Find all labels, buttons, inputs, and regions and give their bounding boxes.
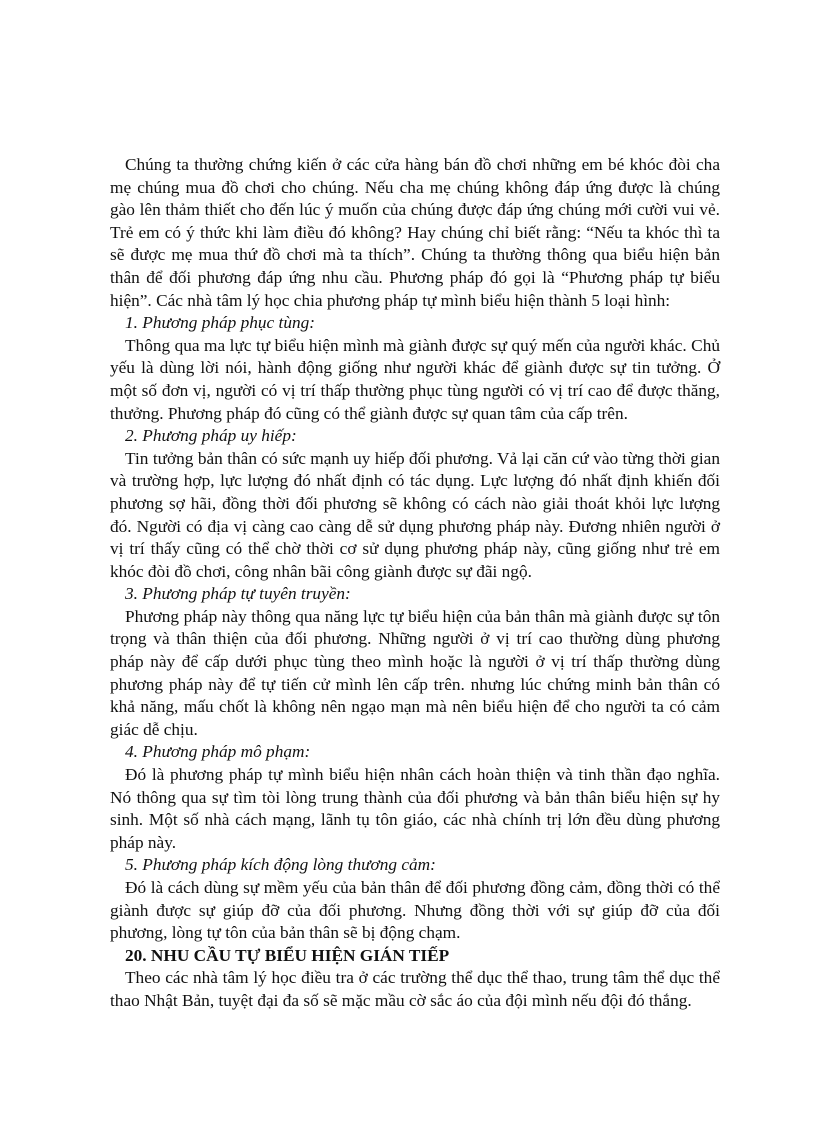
subheading-method-1: 1. Phương pháp phục tùng: <box>125 313 316 333</box>
subheading-method-5: 5. Phương pháp kích động lòng thương cảm: <box>125 855 436 875</box>
paragraph-method-4: Đó là phương pháp tự mình biểu hiện nhân cách hoàn thiện và tinh thần đạo nghĩa. Nó thông qua sự tìm tòi lòng trung thành của đối phương và bản thân biểu hiện sự hy sinh. Một số nhà cách mạng, lãnh tụ tôn giáo, các nhà chính trị lớn đều dùng phương pháp này. <box>110 765 720 852</box>
document-page <box>110 154 720 1013</box>
subheading-method-4: 4. Phương pháp mô phạm: <box>125 742 311 762</box>
paragraph-method-2: Tin tưởng bản thân có sức mạnh uy hiếp đối phương. Vả lại căn cứ vào từng thời gian và trường hợp, lực lượng đó nhất định có tác dụng. Lực lượng đó nhất định khiến đối phương sợ hãi, đồng thời đối phương sẽ không có cách nào giải thoát khỏi lực lượng đó. Người có địa vị càng cao càng dễ sử dụng phương pháp này. Đương nhiên người ở vị trí thấy cũng có thể chờ thời cơ sử dụng phương pháp này, cũng giống như trẻ em khóc đòi đồ chơi, công nhân bãi công giành được sự đãi ngộ. <box>110 448 720 581</box>
paragraph-section-20: Theo các nhà tâm lý học điều tra ở các trường thể dục thể thao, trung tâm thể dục thể thao Nhật Bản, tuyệt đại đa số sẽ mặc mầu cờ sắc áo của đội mình nếu đội đó thắng. <box>110 968 720 1010</box>
paragraph-method-3: Phương pháp này thông qua năng lực tự biểu hiện của bản thân mà giành được sự tôn trọng và thân thiện của đối phương. Những người ở vị trí cao thường dùng phương pháp này để cấp dưới phục tùng theo mình hoặc là người ở vị trí thấp thường dùng phương pháp này để tự tiến cử mình lên cấp trên. nhưng lúc chứng minh bản thân có khả năng, mấu chốt là không nên ngạo mạn mà nên biểu hiện để cho người ta có cảm giác dễ chịu. <box>110 606 720 739</box>
paragraph-intro: Chúng ta thường chứng kiến ở các cửa hàng bán đồ chơi những em bé khóc đòi cha mẹ chúng mua đồ chơi cho chúng. Nếu cha mẹ chúng không đáp ứng được là chúng gào lên thảm thiết cho đến lúc ý muốn của chúng được đáp ứng chúng mới cười vui vẻ. Trẻ em có ý thức khi làm điều đó không? Hay chúng chỉ biết rằng: “Nếu ta khóc thì ta sẽ được mẹ mua thứ đồ chơi mà ta thích”. Chúng ta thường thông qua biểu hiện bản thân để đối phương đáp ứng nhu cầu. Phương pháp đó gọi là “Phương pháp tự biểu hiện”. Các nhà tâm lý học chia phương pháp tự mình biểu hiện thành 5 loại hình: <box>110 155 720 310</box>
paragraph-method-5: Đó là cách dùng sự mềm yếu của bản thân để đối phương đồng cảm, đồng thời có thể giành được sự giúp đỡ của đối phương. Nhưng đồng thời với sự giúp đỡ của đối phương, lòng tự tôn của bản thân sẽ bị động chạm. <box>110 878 720 943</box>
paragraph-method-1: Thông qua ma lực tự biểu hiện mình mà giành được sự quý mến của người khác. Chủ yếu là dùng lời nói, hành động giống như người khác để giành được sự tin tưởng. Ở một số đơn vị, người có vị trí thấp thường phục tùng người có vị trí cao để được thăng, thưởng. Phương pháp đó cũng có thể giành được sự quan tâm của cấp trên. <box>110 335 720 423</box>
section-heading-20: 20. NHU CẦU TỰ BIỂU HIỆN GIÁN TIẾP <box>125 945 450 965</box>
subheading-method-3: 3. Phương pháp tự tuyên truyền: <box>125 584 351 604</box>
subheading-method-2: 2. Phương pháp uy hiếp: <box>125 426 297 446</box>
